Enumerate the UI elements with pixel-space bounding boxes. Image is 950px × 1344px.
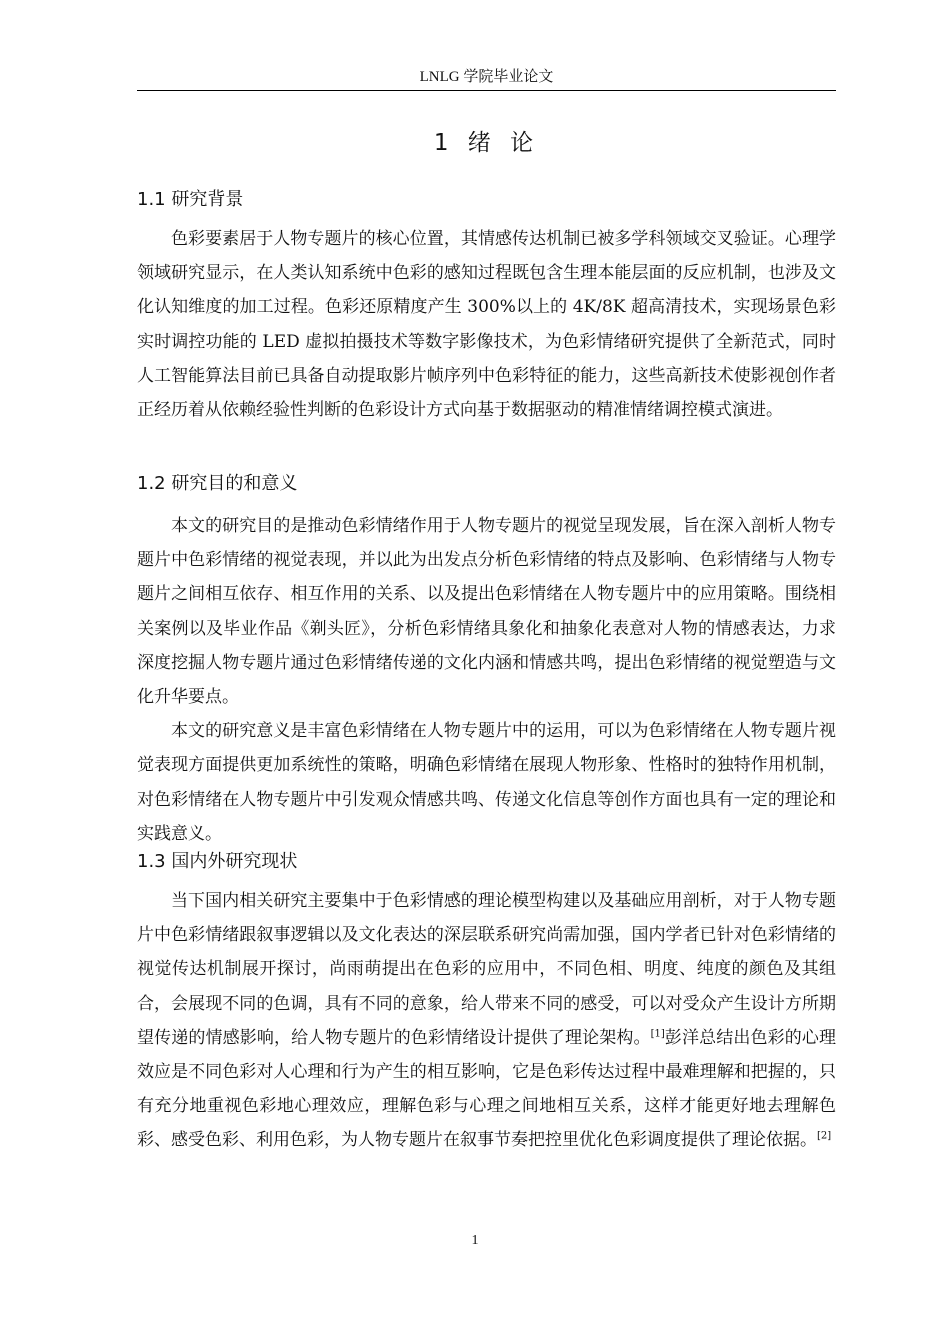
header-rule (137, 90, 836, 91)
section-body-1-2 (137, 509, 836, 851)
section-heading-1-1: 1.1 研究背景 (137, 189, 244, 210)
chapter-title: 1 绪 论 (433, 130, 540, 156)
running-header: LNLG 学院毕业论文 (419, 69, 554, 85)
paragraph: 本文的研究目的是推动色彩情绪作用于人物专题片的视觉呈现发展，旨在深入剖析人物专题片中色彩情绪的视觉表现，并以此为出发点分析色彩情绪的特点及影响、色彩情绪与人物专题片之间相互依存、相互作用的关系、以及提出色彩情绪在人物专题片中的应用策略。围绕相关案例以及毕业作品《剃头匠》，分析色彩情绪具象化和抽象化表意对人物的情感表达，力求深度挖掘人物专题片通过色彩情绪传递的文化内涵和情感共鸣，提出色彩情绪的视觉塑造与文化升华要点。 (137, 516, 836, 708)
citation-ref: [2] (817, 1130, 832, 1142)
section-heading-1-2: 1.2 研究目的和意义 (137, 473, 298, 494)
paragraph: 本文的研究意义是丰富色彩情绪在人物专题片中的运用，可以为色彩情绪在人物专题片视觉表现方面提供更加系统性的策略，明确色彩情绪在展现人物形象、性格时的独特作用机制，对色彩情绪在人物专题片中引发观众情感共鸣、传递文化信息等创作方面也具有一定的理论和实践意义。 (137, 721, 836, 844)
section-heading-1-3: 1.3 国内外研究现状 (137, 851, 298, 872)
paragraph-text: 当下国内相关研究主要集中于色彩情感的理论模型构建以及基础应用剖析，对于人物专题片中色彩情绪跟叙事逻辑以及文化表达的深层联系研究尚需加强，国内学者已针对色彩情绪的视觉传达机制展开探讨，尚雨萌提出在色彩的应用中，不同色相、明度、纯度的颜色及其组合，会展现不同的色调，具有不同的意象，给人带来不同的感受，可以对受众产生设计方所期望传递的情感影响，给人物专题片的色彩情绪设计提供了理论架构。 (137, 891, 836, 1048)
paragraph-text: 彭洋总结出色彩的心理效应是不同色彩对人心理和行为产生的相互影响，它是色彩传达过程中最难理解和把握的，只有充分地重视色彩地心理效应，理解色彩与心理之间地相互关系，这样才能更好地去理解色彩、感受色彩、利用色彩，为人物专题片在叙事节奏把控里优化色彩调度提供了理论依据。 (137, 1027, 837, 1151)
page-number: 1 (471, 1233, 479, 1248)
section-body-1-3 (137, 884, 836, 1158)
citation-ref: [1] (650, 1028, 665, 1040)
paragraph: 色彩要素居于人物专题片的核心位置，其情感传达机制已被多学科领域交叉验证。心理学领域研究显示，在人类认知系统中色彩的感知过程既包含生理本能层面的反应机制，也涉及文化认知维度的加工过程。色彩还原精度产生 300%以上的 4K/8K 超高清技术，实现场景色彩实时调控功能的 LED 虚拟拍摄技术等数字影像技术，为色彩情绪研究提供了全新范式，同时人工智能算法目前已具备自动提取影片帧序列中色彩特征的能力，这些高新技术使影视创作者正经历着从依赖经验性判断的色彩设计方式向基于数据驱动的精准情绪调控模式演进。 (137, 229, 836, 421)
section-body-1-1 (137, 222, 836, 427)
paragraph (137, 884, 836, 1158)
